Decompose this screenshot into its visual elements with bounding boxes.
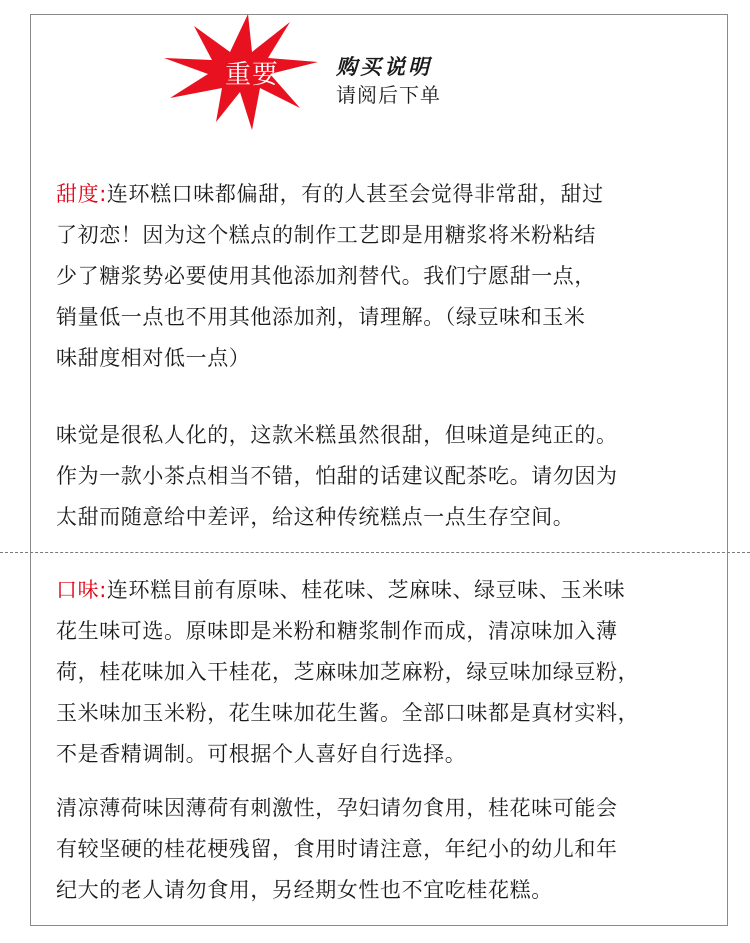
flavor-line-4: 玉米味加玉米粉，花生味加花生酱。全部口味都是真材实料，: [56, 701, 640, 725]
taste-note-paragraph: [56, 415, 716, 538]
sweetness-line-5: 味甜度相对低一点）: [56, 346, 251, 370]
sweetness-line-1: 甜度:连环糕口味都偏甜，有的人甚至会觉得非常甜，甜过: [56, 182, 604, 206]
sweetness-line-4: 销量低一点也不用其他添加剂，请理解。（绿豆味和玉米: [56, 305, 586, 329]
header-subtitle: 请阅后下单: [336, 83, 441, 107]
flavor-line-3: 荷，桂花味加入干桂花，芝麻味加芝麻粉，绿豆味加绿豆粉，: [56, 660, 640, 684]
sweetness-line-2: 了初恋！因为这个糕点的制作工艺即是用糖浆将米粉粘结: [56, 223, 596, 247]
badge-label: 重要: [224, 60, 279, 90]
flavor-label: 口味:: [56, 578, 107, 602]
taste-note-line-1: 味觉是很私人化的，这款米糕虽然很甜，但味道是纯正的。: [56, 423, 618, 447]
taste-note-line-3: 太甜而随意给中差评，给这种传统糕点一点生存空间。: [56, 505, 575, 529]
flavor-paragraph: [56, 570, 716, 775]
taste-note-line-2: 作为一款小茶点相当不错，怕甜的话建议配茶吃。请勿因为: [56, 464, 618, 488]
dashed-divider: [0, 552, 750, 553]
warning-line-2: 有较坚硬的桂花梗残留，食用时请注意，年纪小的幼儿和年: [56, 837, 618, 861]
warning-line-1: 清凉薄荷味因薄荷有刺激性，孕妇请勿食用，桂花味可能会: [56, 796, 618, 820]
warning-line-3: 纪大的老人请勿食用，另经期女性也不宜吃桂花糕。: [56, 878, 553, 902]
flavor-line-2: 花生味可选。原味即是米粉和糖浆制作而成，清凉味加入薄: [56, 619, 618, 643]
flavor-line-1: 口味:连环糕目前有原味、桂花味、芝麻味、绿豆味、玉米味: [56, 578, 626, 602]
sweetness-paragraph: [56, 174, 716, 379]
flavor-line-5: 不是香精调制。可根据个人喜好自行选择。: [56, 742, 467, 766]
header-title: 购买说明: [336, 55, 432, 79]
sweetness-line-3: 少了糖浆势必要使用其他添加剂替代。我们宁愿甜一点，: [56, 264, 596, 288]
sweetness-label: 甜度:: [56, 182, 107, 206]
warning-paragraph: [56, 788, 716, 911]
